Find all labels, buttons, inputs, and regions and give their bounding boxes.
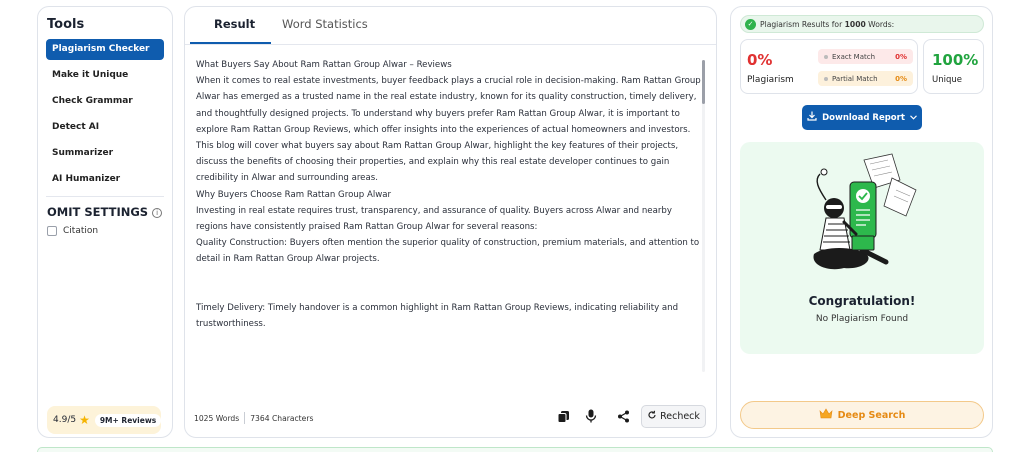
tool-summarizer[interactable]: Summarizer	[52, 148, 114, 158]
results-header-text	[760, 20, 894, 29]
dot-icon	[824, 55, 828, 59]
bottom-banner	[37, 447, 993, 452]
partial-match-label: Partial Match	[832, 74, 878, 83]
text-paragraph: Timely Delivery: Timely handover is a common highlight in Ram Rattan Group Reviews, indicating reliability and trustworthiness.	[196, 303, 679, 330]
refresh-icon	[647, 410, 657, 423]
recheck-button[interactable]	[641, 405, 706, 428]
scrollbar[interactable]	[702, 60, 705, 372]
partial-match-value: 0%	[895, 74, 907, 83]
scroll-thumb[interactable]	[702, 60, 705, 104]
text-paragraph	[196, 284, 704, 300]
reviews-count: 9M+ Reviews	[95, 414, 161, 427]
tools-title: Tools	[47, 17, 85, 32]
unique-card	[923, 39, 984, 94]
share-icon[interactable]	[614, 407, 632, 425]
congratulation-subtitle: No Plagiarism Found	[815, 314, 909, 324]
omit-settings-title	[47, 205, 162, 219]
text-paragraph	[196, 268, 704, 284]
congratulation-title: Congratulation!	[808, 294, 916, 308]
text-paragraph: Quality Construction: Buyers often mention the superior quality of construction, premium materials, and attention to detail in Ram Rattan Group Alwar projects.	[196, 238, 700, 265]
tool-plagiarism-checker[interactable]: Plagiarism Checker	[46, 39, 164, 60]
text-paragraph: Investing in real estate requires trust, transparency, and assurance of quality. Buyers across Alwar and nearby regions have consistently praised Ram Rattan Group Alwar for several reasons:	[196, 205, 672, 233]
unique-percentage: 100%	[932, 51, 979, 69]
congratulation-box	[740, 142, 984, 354]
partial-match-badge	[818, 71, 913, 86]
divider	[46, 196, 164, 197]
check-circle-icon: ✓	[745, 19, 756, 30]
results-word-count: 1000	[844, 19, 866, 29]
results-header-suffix: Words:	[865, 19, 895, 29]
star-icon: ★	[79, 413, 90, 427]
exact-match-label: Exact Match	[832, 52, 876, 61]
result-text-area[interactable]	[196, 57, 704, 373]
rating-value: 4.9/5	[53, 415, 77, 425]
results-header	[740, 15, 984, 33]
editor-panel	[184, 6, 717, 438]
crown-icon	[819, 408, 833, 422]
microphone-icon[interactable]	[582, 407, 600, 425]
download-report-label: Download Report	[822, 112, 905, 123]
info-icon[interactable]: i	[152, 208, 162, 218]
deep-search-button[interactable]	[740, 401, 984, 429]
copy-icon[interactable]	[554, 407, 572, 425]
dot-icon	[824, 77, 828, 81]
tab-word-statistics[interactable]: Word Statistics	[282, 17, 368, 31]
text-paragraph: Why Buyers Choose Ram Rattan Group Alwar	[196, 189, 392, 200]
rating-badge	[47, 406, 161, 434]
plagiarism-card	[740, 39, 918, 94]
character-count: 7364 Characters	[250, 413, 314, 423]
exact-match-badge	[818, 49, 913, 64]
tab-result[interactable]: Result	[214, 17, 256, 31]
tool-ai-humanizer[interactable]: AI Humanizer	[52, 174, 121, 184]
tool-check-grammar[interactable]: Check Grammar	[52, 96, 133, 106]
exact-match-value: 0%	[895, 52, 907, 61]
recheck-label: Recheck	[660, 411, 700, 422]
text-paragraph: This blog will cover what buyers say about Ram Rattan Group Alwar, highlight the key features of their projects, discuss the benefits of choosing their properties, and explain why this real estate developer continues to gain credibility in Alwar and surrounding areas.	[196, 141, 679, 184]
results-panel	[730, 6, 993, 438]
text-paragraph: When it comes to real estate investments, buyer feedback plays a crucial role in decision-making. Ram Rattan Group Alwar has emerged as a trusted name in the real estate industry, known for its quality construction, timely delivery, and thoughtfully designed projects. To understand why buyers prefer Ram Rattan Group Alwar, it is important to explore Ram Rattan Group Reviews, which offer insights into the experiences of actual homeowners and investors.	[196, 76, 701, 135]
text-stats	[194, 412, 313, 424]
download-icon	[807, 111, 817, 124]
celebration-illustration-icon	[804, 150, 924, 286]
omit-settings-label: OMIT SETTINGS	[47, 205, 149, 219]
tool-make-it-unique[interactable]: Make it Unique	[52, 70, 129, 80]
results-header-prefix: Plagiarism Results for	[760, 19, 845, 29]
tab-divider	[185, 44, 716, 45]
plagiarism-percentage: 0%	[747, 51, 773, 69]
citation-option[interactable]	[47, 226, 98, 236]
tool-detect-ai[interactable]: Detect AI	[52, 122, 100, 132]
text-paragraph: What Buyers Say About Ram Rattan Group Alwar – Reviews	[196, 60, 452, 70]
chevron-down-icon	[910, 113, 917, 123]
stats-divider	[244, 412, 245, 424]
deep-search-label: Deep Search	[837, 409, 906, 421]
citation-label: Citation	[63, 226, 99, 236]
download-report-button[interactable]	[802, 105, 922, 130]
tools-sidebar	[37, 6, 173, 438]
citation-checkbox[interactable]	[47, 226, 57, 236]
unique-label: Unique	[932, 75, 962, 85]
word-count: 1025 Words	[194, 413, 240, 423]
plagiarism-label: Plagiarism	[747, 75, 794, 85]
